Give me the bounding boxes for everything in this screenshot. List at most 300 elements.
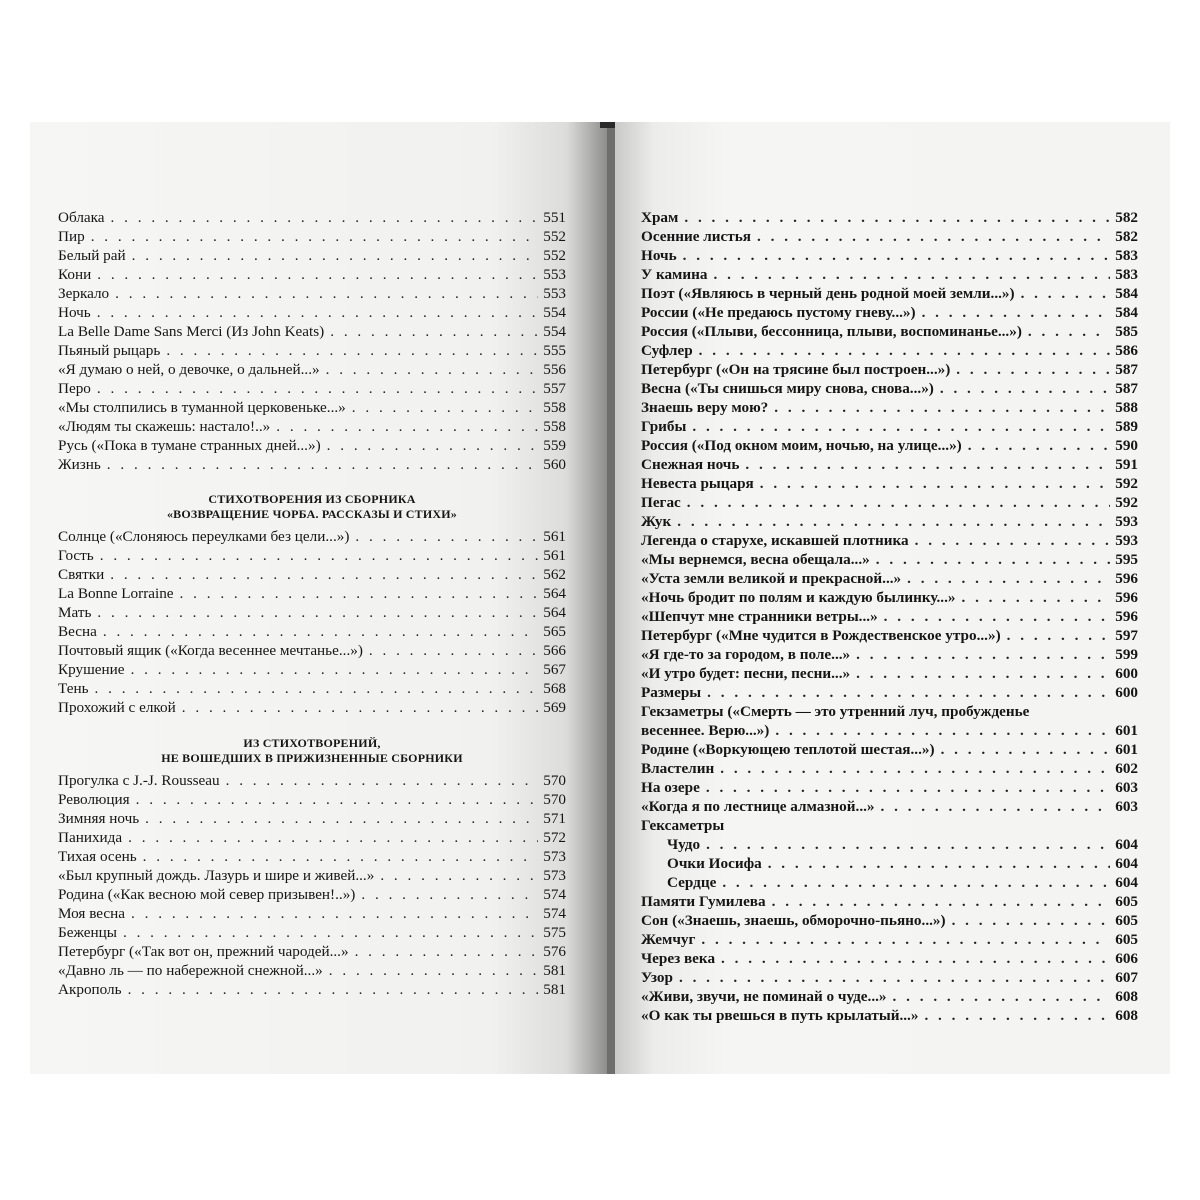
toc-leader-dots (768, 854, 1110, 873)
toc-entry-title: весеннее. Верю...») (641, 722, 770, 739)
toc-entry-page: 603 (1115, 779, 1138, 796)
toc-entry-page: 552 (543, 247, 566, 264)
toc-entry-page: 569 (543, 699, 566, 716)
toc-leader-dots (677, 512, 1110, 531)
toc-entry-page: 608 (1115, 988, 1138, 1005)
toc-entry (58, 866, 566, 885)
toc-entry-title: Родине («Воркующею теплотой шестая...») (641, 741, 935, 758)
toc-entry-title: Петербург («Мне чудится в Рождественское утро...») (641, 627, 1001, 644)
toc-leader-dots (369, 641, 538, 660)
toc-entry-title: Грибы (641, 418, 687, 435)
toc-entry (58, 398, 566, 417)
toc-entry (58, 828, 566, 847)
toc-entry-page: 606 (1115, 950, 1138, 967)
toc-entry (58, 341, 566, 360)
toc-entry (641, 987, 1138, 1006)
toc-entry (641, 835, 1138, 854)
toc-entry (58, 923, 566, 942)
toc-entry-page: 604 (1115, 855, 1138, 872)
section-heading-2-line1: ИЗ СТИХОТВОРЕНИЙ, (243, 736, 381, 750)
toc-entry-title: Осенние листья (641, 228, 751, 245)
toc-entry (641, 531, 1138, 550)
toc-leader-dots (380, 866, 538, 885)
toc-entry (58, 660, 566, 679)
toc-entry-page: 596 (1115, 570, 1138, 587)
toc-entry-page: 588 (1115, 399, 1138, 416)
toc-entry (641, 645, 1138, 664)
toc-entry (641, 778, 1138, 797)
toc-entry-title: Через века (641, 950, 716, 967)
toc-entry-title: Зимняя ночь (58, 810, 140, 827)
toc-entry (58, 303, 566, 322)
toc-entry-page: 576 (543, 943, 566, 960)
toc-entry-page: 600 (1115, 684, 1138, 701)
toc-entry-hexameters-group (641, 816, 1138, 835)
toc-leader-dots (97, 303, 538, 322)
toc-entry-page: 583 (1115, 247, 1138, 264)
toc-leader-dots (123, 923, 538, 942)
toc-entry-title: Жизнь (58, 456, 101, 473)
toc-entry-title: «И утро будет: песни, песни...» (641, 665, 851, 682)
toc-entry-page: 561 (543, 528, 566, 545)
toc-leader-dots (772, 892, 1110, 911)
toc-entry-page: 604 (1115, 874, 1138, 891)
toc-entry-title: Снежная ночь (641, 456, 740, 473)
toc-entry-title: «Шепчут мне странники ветры...» (641, 608, 878, 625)
toc-right-items-c (641, 892, 1138, 1025)
book-spread (30, 122, 1170, 1074)
toc-leader-dots (103, 622, 538, 641)
toc-leader-dots (107, 455, 538, 474)
toc-entry-title: La Belle Dame Sans Merci (Из John Keats) (58, 323, 325, 340)
toc-entry (641, 930, 1138, 949)
toc-entry (641, 550, 1138, 569)
toc-entry (641, 1006, 1138, 1025)
toc-entry-title: «Людям ты скажешь: настало!..» (58, 418, 271, 435)
toc-entry-title: Родина («Как весною мой север призывен!..») (58, 886, 356, 903)
toc-entry-title: Зеркало (58, 285, 110, 302)
toc-leader-dots (182, 698, 538, 717)
toc-entry-page: 568 (543, 680, 566, 697)
toc-entry (641, 607, 1138, 626)
toc-right-items-b (641, 740, 1138, 816)
toc-leader-dots (226, 771, 538, 790)
toc-entry (58, 980, 566, 999)
toc-entry-title: Пьяный рыцарь (58, 342, 161, 359)
toc-entry-page: 561 (543, 547, 566, 564)
toc-leader-dots (145, 809, 538, 828)
toc-entry (58, 584, 566, 603)
toc-entry-title: Ночь (58, 304, 91, 321)
toc-entry-title: Мать (58, 604, 92, 621)
toc-entry-title: Жемчуг (641, 931, 696, 948)
toc-entry-page: 575 (543, 924, 566, 941)
toc-entry-title: «Ночь бродит по полям и каждую былинку...» (641, 589, 956, 606)
toc-entry (58, 641, 566, 660)
toc-entry-page: 592 (1115, 475, 1138, 492)
toc-entry-page: 564 (543, 604, 566, 621)
toc-entry (641, 303, 1138, 322)
toc-entry-page: 596 (1115, 608, 1138, 625)
toc-leader-dots (132, 246, 538, 265)
toc-entry-page: 554 (543, 304, 566, 321)
toc-leader-dots (940, 379, 1110, 398)
toc-entry-page: 573 (543, 867, 566, 884)
toc-entry (641, 455, 1138, 474)
toc-entry-page: 558 (543, 399, 566, 416)
toc-entry-page: 595 (1115, 551, 1138, 568)
toc-entry-title: La Bonne Lorraine (58, 585, 174, 602)
toc-entry-page: 573 (543, 848, 566, 865)
toc-entry-title: Тихая осень (58, 848, 137, 865)
toc-entry-page: 571 (543, 810, 566, 827)
toc-entry (641, 797, 1138, 816)
toc-entry (58, 360, 566, 379)
toc-entry (641, 626, 1138, 645)
toc-entry-title: «Уста земли великой и прекрасной...» (641, 570, 902, 587)
toc-leader-dots (131, 904, 538, 923)
toc-leader-dots (706, 778, 1110, 797)
toc-entry (58, 565, 566, 584)
toc-leader-dots (714, 265, 1111, 284)
toc-entry (641, 360, 1138, 379)
toc-leader-dots (679, 968, 1110, 987)
toc-group-1 (58, 208, 566, 474)
toc-entry-page: 560 (543, 456, 566, 473)
toc-entry-title: Святки (58, 566, 105, 583)
toc-entry-page: 605 (1115, 912, 1138, 929)
toc-entry-page: 596 (1115, 589, 1138, 606)
toc-entry-title: Легенда о старухе, искавшей плотника (641, 532, 909, 549)
toc-leader-dots (699, 341, 1110, 360)
toc-entry-title: «Я где-то за городом, в поле...» (641, 646, 851, 663)
toc-entry (641, 474, 1138, 493)
toc-entry-page: 589 (1115, 418, 1138, 435)
toc-entry-page: 553 (543, 266, 566, 283)
toc-entry-page: 584 (1115, 304, 1138, 321)
toc-leader-dots (326, 360, 538, 379)
toc-entry (58, 379, 566, 398)
toc-leader-dots (722, 873, 1110, 892)
toc-leader-dots (1007, 626, 1110, 645)
toc-entry-page: 566 (543, 642, 566, 659)
toc-leader-dots (757, 227, 1110, 246)
toc-entry-page: 581 (543, 962, 566, 979)
toc-leader-dots (893, 987, 1110, 1006)
toc-entry (641, 322, 1138, 341)
toc-entry-page: 559 (543, 437, 566, 454)
toc-entry-title: Гость (58, 547, 94, 564)
toc-entry (58, 546, 566, 565)
toc-leader-dots (361, 885, 538, 904)
toc-entry-title: Ночь (641, 247, 677, 264)
toc-leader-dots (876, 550, 1110, 569)
toc-entry-page: 583 (1115, 266, 1138, 283)
toc-entry-title: Моя весна (58, 905, 126, 922)
toc-entry-page: 602 (1115, 760, 1138, 777)
toc-entry (641, 740, 1138, 759)
toc-leader-dots (915, 531, 1110, 550)
toc-entry-title: Гекзаметры («Смерть — это утренний луч, пробужденье (641, 703, 1030, 720)
toc-entry-hexameters-line2 (641, 721, 1138, 740)
toc-entry (58, 622, 566, 641)
toc-entry-title: Белый рай (58, 247, 126, 264)
toc-entry (58, 847, 566, 866)
toc-entry-page: 582 (1115, 209, 1138, 226)
toc-entry-title: «Я думаю о ней, о девочке, о дальней...» (58, 361, 320, 378)
left-page (30, 122, 607, 1074)
toc-entry-title: Прохожий с елкой (58, 699, 176, 716)
toc-entry (641, 968, 1138, 987)
toc-entry (58, 527, 566, 546)
toc-leader-dots (952, 911, 1110, 930)
toc-entry-title: Кони (58, 266, 92, 283)
toc-entry (641, 341, 1138, 360)
toc-leader-dots (110, 565, 538, 584)
toc-entry-page: 557 (543, 380, 566, 397)
left-toc (58, 208, 566, 999)
toc-entry (58, 771, 566, 790)
toc-entry (58, 227, 566, 246)
toc-entry (641, 265, 1138, 284)
toc-entry-title: Панихида (58, 829, 123, 846)
toc-leader-dots (166, 341, 538, 360)
toc-entry-title: Почтовый ящик («Когда весеннее мечтанье...») (58, 642, 363, 659)
toc-leader-dots (355, 942, 538, 961)
toc-leader-dots (97, 603, 538, 622)
toc-entry-title: Россия («Плыви, бессонница, плыви, воспоминанье...») (641, 323, 1022, 340)
toc-entry-page: 605 (1115, 893, 1138, 910)
toc-entry (58, 904, 566, 923)
toc-entry-page: 587 (1115, 361, 1138, 378)
toc-entry-page: 599 (1115, 646, 1138, 663)
toc-entry (641, 854, 1138, 873)
toc-section-1-items (58, 527, 566, 717)
toc-entry-page: 585 (1115, 323, 1138, 340)
toc-entry-title: Памяти Гумилева (641, 893, 766, 910)
toc-leader-dots (775, 721, 1110, 740)
toc-entry (641, 512, 1138, 531)
toc-entry-title: Крушение (58, 661, 125, 678)
toc-leader-dots (924, 1006, 1110, 1025)
toc-entry-page: 601 (1115, 722, 1138, 739)
toc-entry-title: Размеры (641, 684, 702, 701)
toc-entry-page: 587 (1115, 380, 1138, 397)
toc-entry-page: 603 (1115, 798, 1138, 815)
toc-entry (58, 455, 566, 474)
section-heading-1-line1: СТИХОТВОРЕНИЯ ИЗ СБОРНИКА (208, 492, 416, 506)
toc-leader-dots (180, 584, 538, 603)
toc-entry-title: У камина (641, 266, 708, 283)
toc-leader-dots (881, 797, 1110, 816)
toc-right-items-a (641, 208, 1138, 702)
toc-entry-page: 570 (543, 772, 566, 789)
toc-entry (641, 246, 1138, 265)
right-page (615, 122, 1170, 1074)
toc-entry-title: Сон («Знаешь, знаешь, обморочно-пьяно...») (641, 912, 946, 929)
toc-entry (58, 208, 566, 227)
toc-entry (58, 698, 566, 717)
toc-leader-dots (128, 980, 538, 999)
toc-entry (58, 885, 566, 904)
toc-entry-page: 593 (1115, 513, 1138, 530)
toc-entry (641, 588, 1138, 607)
toc-entry-title: Революция (58, 791, 130, 808)
toc-leader-dots (91, 227, 538, 246)
toc-entry-title: Пегас (641, 494, 681, 511)
toc-entry-title: Храм (641, 209, 679, 226)
toc-entry (58, 961, 566, 980)
toc-entry-title: «Мы столпились в туманной церковеньке...» (58, 399, 346, 416)
toc-entry (641, 436, 1138, 455)
toc-entry-page: 593 (1115, 532, 1138, 549)
toc-entry-title: Русь («Пока в тумане странных дней...») (58, 437, 321, 454)
toc-entry-title: «Мы вернемся, весна обещала...» (641, 551, 870, 568)
toc-entry-title: Пир (58, 228, 85, 245)
toc-leader-dots (352, 398, 538, 417)
toc-entry (58, 809, 566, 828)
toc-entry-page: 562 (543, 566, 566, 583)
toc-leader-dots (907, 569, 1110, 588)
toc-entry-page: 552 (543, 228, 566, 245)
toc-entry-page: 584 (1115, 285, 1138, 302)
toc-entry (641, 208, 1138, 227)
toc-entry (641, 417, 1138, 436)
toc-entry-page: 590 (1115, 437, 1138, 454)
toc-entry (58, 679, 566, 698)
toc-entry-title: Беженцы (58, 924, 117, 941)
toc-entry (58, 603, 566, 622)
toc-right-hexameters-subitems (641, 835, 1138, 892)
toc-entry-page: 570 (543, 791, 566, 808)
toc-entry-title: Чудо (667, 836, 701, 853)
toc-leader-dots (922, 303, 1110, 322)
toc-leader-dots (143, 847, 538, 866)
toc-entry-page: 556 (543, 361, 566, 378)
toc-entry-page: 551 (543, 209, 566, 226)
toc-entry-title: Петербург («Так вот он, прежний чародей...» (58, 943, 349, 960)
toc-entry-page: 567 (543, 661, 566, 678)
toc-entry-title: Очки Иосифа (667, 855, 762, 872)
toc-entry-title: Весна («Ты снишься миру снова, снова...») (641, 380, 934, 397)
toc-entry-page: 574 (543, 886, 566, 903)
toc-entry (641, 569, 1138, 588)
toc-entry-title: Тень (58, 680, 89, 697)
toc-leader-dots (329, 961, 538, 980)
toc-entry-title: Петербург («Он на трясине был построен...») (641, 361, 951, 378)
toc-entry-title: России («Не предаюсь пустому гневу...») (641, 304, 916, 321)
toc-leader-dots (115, 284, 538, 303)
toc-leader-dots (95, 679, 539, 698)
toc-entry-page: 553 (543, 285, 566, 302)
toc-entry-title: Невеста рыцаря (641, 475, 754, 492)
toc-entry-page: 608 (1115, 1007, 1138, 1024)
toc-entry-page: 574 (543, 905, 566, 922)
toc-leader-dots (968, 436, 1110, 455)
toc-leader-dots (707, 683, 1110, 702)
toc-entry (58, 284, 566, 303)
toc-entry-title: «Когда я по лестнице алмазной...» (641, 798, 875, 815)
toc-entry-page: 605 (1115, 931, 1138, 948)
toc-leader-dots (683, 246, 1110, 265)
toc-entry-page: 597 (1115, 627, 1138, 644)
toc-entry-title: Сердце (667, 874, 717, 891)
toc-entry-title: «Живи, звучи, не поминай о чуде...» (641, 988, 887, 1005)
toc-entry-title: «О как ты рвешься в путь крылатый...» (641, 1007, 919, 1024)
toc-entry-title: Акрополь (58, 981, 122, 998)
toc-leader-dots (1028, 322, 1110, 341)
toc-entry (58, 436, 566, 455)
book-gutter (607, 122, 615, 1074)
toc-leader-dots (721, 949, 1110, 968)
toc-entry-title: Россия («Под окном моим, ночью, на улице...») (641, 437, 962, 454)
toc-entry-page: 565 (543, 623, 566, 640)
toc-entry-page: 591 (1115, 456, 1138, 473)
toc-entry-page: 592 (1115, 494, 1138, 511)
section-heading-1 (58, 492, 566, 522)
toc-entry-page: 572 (543, 829, 566, 846)
toc-entry-title: Гексаметры (641, 817, 725, 834)
toc-entry-title: Поэт («Являюсь в черный день родной моей земли...») (641, 285, 1015, 302)
toc-entry-page: 555 (543, 342, 566, 359)
toc-leader-dots (97, 379, 538, 398)
toc-leader-dots (760, 474, 1110, 493)
toc-leader-dots (720, 759, 1110, 778)
toc-entry-title: Прогулка с J.-J. Rousseau (58, 772, 220, 789)
toc-leader-dots (128, 828, 538, 847)
toc-leader-dots (856, 664, 1110, 683)
toc-entry-page: 586 (1115, 342, 1138, 359)
toc-leader-dots (961, 588, 1110, 607)
toc-entry-title: Суфлер (641, 342, 693, 359)
section-heading-1-line2: «ВОЗВРАЩЕНИЕ ЧОРБА. РАССКАЗЫ И СТИХИ» (166, 507, 458, 521)
toc-entry-hexameters-line1 (641, 702, 1138, 721)
toc-entry-title: На озере (641, 779, 700, 796)
toc-leader-dots (956, 360, 1110, 379)
toc-entry-title: «Был крупный дождь. Лазурь и шире и живей...» (58, 867, 375, 884)
toc-entry (641, 664, 1138, 683)
toc-entry-title: Знаешь веру мою? (641, 399, 769, 416)
toc-entry (641, 493, 1138, 512)
toc-entry-page: 607 (1115, 969, 1138, 986)
toc-entry (58, 790, 566, 809)
toc-entry (641, 949, 1138, 968)
toc-leader-dots (100, 546, 538, 565)
toc-entry (641, 892, 1138, 911)
toc-entry (58, 322, 566, 341)
toc-entry-page: 581 (543, 981, 566, 998)
toc-entry-page: 604 (1115, 836, 1138, 853)
toc-entry-page: 582 (1115, 228, 1138, 245)
toc-leader-dots (131, 660, 538, 679)
toc-leader-dots (706, 835, 1110, 854)
toc-leader-dots (856, 645, 1110, 664)
toc-entry (58, 417, 566, 436)
toc-entry (641, 911, 1138, 930)
toc-entry (58, 265, 566, 284)
toc-entry-page: 564 (543, 585, 566, 602)
toc-entry-title: Солнце («Слоняюсь переулками без цели...») (58, 528, 350, 545)
toc-entry-title: Узор (641, 969, 673, 986)
toc-leader-dots (355, 527, 538, 546)
toc-section-2-items (58, 771, 566, 999)
toc-leader-dots (745, 455, 1110, 474)
toc-entry (641, 873, 1138, 892)
toc-entry-title: Властелин (641, 760, 715, 777)
toc-entry (641, 284, 1138, 303)
toc-entry-page: 600 (1115, 665, 1138, 682)
toc-leader-dots (1021, 284, 1110, 303)
